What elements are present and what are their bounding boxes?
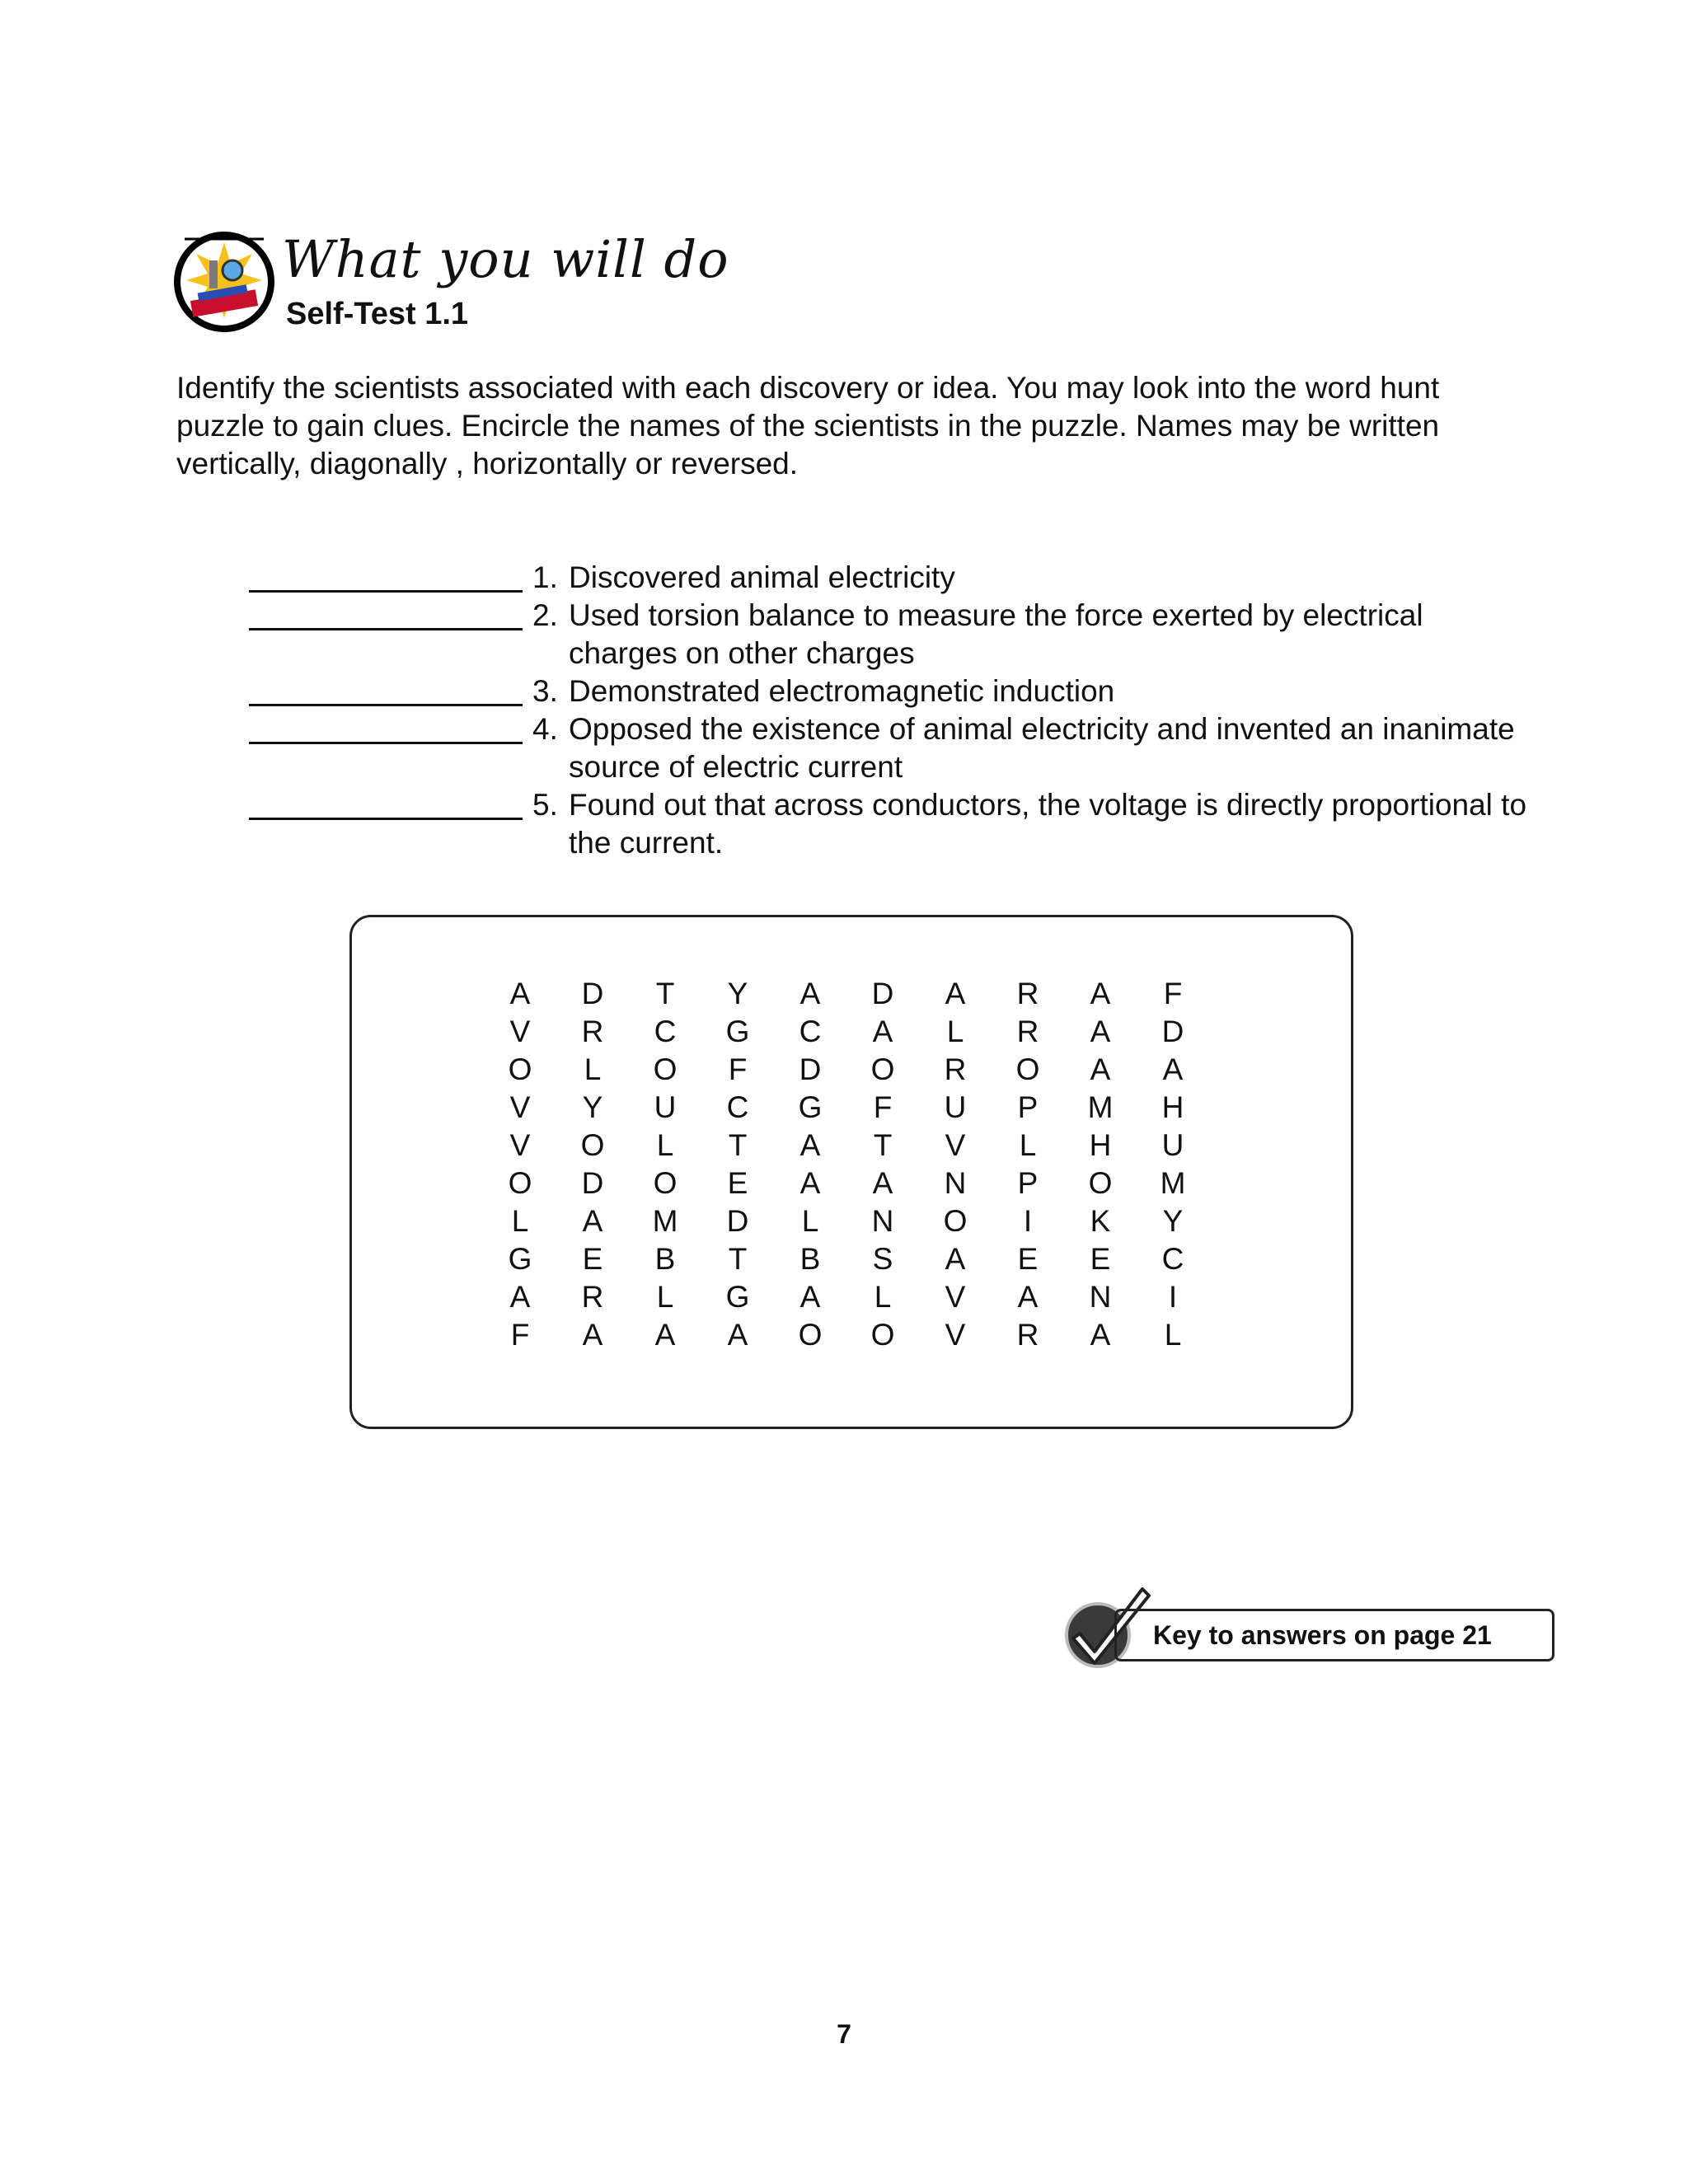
grid-letter[interactable]: Y: [1162, 1204, 1184, 1238]
grid-letter[interactable]: A: [582, 1204, 603, 1238]
grid-letter[interactable]: R: [581, 1015, 604, 1048]
grid-letter[interactable]: P: [1017, 1166, 1039, 1200]
grid-letter[interactable]: V: [945, 1280, 966, 1314]
grid-letter[interactable]: A: [582, 1318, 603, 1352]
letter-grid: [484, 975, 1209, 1354]
answer-key-note: [1114, 1609, 1554, 1661]
grid-row: [484, 1051, 1209, 1089]
grid-letter[interactable]: O: [870, 1052, 895, 1086]
grid-letter[interactable]: U: [1161, 1128, 1184, 1162]
grid-letter[interactable]: R: [944, 1052, 967, 1086]
grid-row: [484, 1278, 1209, 1316]
grid-letter[interactable]: L: [946, 1015, 964, 1048]
grid-letter[interactable]: A: [509, 977, 531, 1010]
grid-letter[interactable]: V: [945, 1128, 966, 1162]
question-item: [249, 559, 1535, 597]
question-text: Discovered animal electricity: [569, 560, 955, 594]
grid-letter[interactable]: F: [728, 1052, 748, 1086]
grid-letter[interactable]: U: [654, 1090, 677, 1124]
grid-letter[interactable]: E: [1017, 1242, 1039, 1276]
grid-letter[interactable]: S: [872, 1242, 893, 1276]
grid-letter[interactable]: D: [1161, 1015, 1184, 1048]
grid-letter[interactable]: N: [1089, 1280, 1112, 1314]
grid-letter[interactable]: A: [1090, 1318, 1111, 1352]
grid-letter[interactable]: G: [725, 1015, 750, 1048]
grid-row: [484, 1165, 1209, 1202]
grid-letter[interactable]: V: [509, 1090, 531, 1124]
grid-letter[interactable]: A: [872, 1166, 893, 1200]
grid-letter[interactable]: N: [871, 1204, 894, 1238]
grid-letter[interactable]: T: [873, 1128, 893, 1162]
question-text: Demonstrated electromagnetic induction: [569, 674, 1115, 708]
grid-letter[interactable]: A: [799, 1166, 821, 1200]
grid-letter[interactable]: L: [801, 1204, 819, 1238]
grid-letter[interactable]: L: [511, 1204, 529, 1238]
section-title: What you will do: [282, 229, 729, 289]
grid-letter[interactable]: E: [582, 1242, 603, 1276]
grid-letter[interactable]: D: [726, 1204, 749, 1238]
question-text: Used torsion balance to measure the force exerted by electrical charges on other charges: [569, 598, 1423, 670]
grid-letter[interactable]: I: [1168, 1280, 1178, 1314]
grid-letter[interactable]: O: [943, 1204, 968, 1238]
grid-letter[interactable]: G: [725, 1280, 750, 1314]
grid-letter[interactable]: A: [509, 1280, 531, 1314]
question-item: [249, 710, 1535, 786]
question-number: 5.: [532, 788, 558, 822]
grid-letter[interactable]: E: [1090, 1242, 1111, 1276]
grid-letter[interactable]: E: [727, 1166, 748, 1200]
grid-row: [484, 1202, 1209, 1240]
grid-letter[interactable]: L: [874, 1280, 892, 1314]
grid-letter[interactable]: T: [728, 1242, 748, 1276]
grid-letter[interactable]: C: [654, 1015, 677, 1048]
grid-row: [484, 1127, 1209, 1165]
question-item: [249, 673, 1535, 710]
answer-blank[interactable]: [249, 597, 523, 630]
grid-letter[interactable]: B: [654, 1242, 676, 1276]
grid-letter[interactable]: A: [1017, 1280, 1039, 1314]
grid-letter[interactable]: A: [799, 1128, 821, 1162]
question-text: Found out that across conductors, the voltage is directly proportional to the current.: [569, 788, 1527, 860]
grid-letter[interactable]: V: [945, 1318, 966, 1352]
grid-letter[interactable]: T: [728, 1128, 748, 1162]
question-number: 3.: [532, 674, 558, 708]
question-number: 4.: [532, 712, 558, 746]
grid-letter[interactable]: L: [584, 1052, 602, 1086]
answer-blank[interactable]: [249, 559, 523, 593]
question-list: [249, 559, 1535, 862]
grid-row: [484, 1013, 1209, 1051]
grid-letter[interactable]: G: [508, 1242, 532, 1276]
grid-letter[interactable]: O: [798, 1318, 823, 1352]
grid-letter[interactable]: V: [509, 1015, 531, 1048]
grid-letter[interactable]: V: [509, 1128, 531, 1162]
grid-letter[interactable]: Y: [582, 1090, 603, 1124]
grid-letter[interactable]: D: [581, 1166, 604, 1200]
question-item: [249, 597, 1535, 673]
grid-letter[interactable]: H: [1089, 1128, 1112, 1162]
grid-letter[interactable]: C: [1161, 1242, 1184, 1276]
grid-letter[interactable]: A: [872, 1015, 893, 1048]
grid-letter[interactable]: U: [944, 1090, 967, 1124]
grid-letter[interactable]: D: [871, 977, 894, 1010]
grid-letter[interactable]: K: [1090, 1204, 1111, 1238]
page-number: 7: [837, 2019, 851, 2049]
grid-letter[interactable]: O: [1088, 1166, 1113, 1200]
grid-letter[interactable]: O: [870, 1318, 895, 1352]
word-hunt-puzzle: [349, 915, 1353, 1429]
question-text: Opposed the existence of animal electricity and invented an inanimate source of electric current: [569, 712, 1515, 784]
grid-letter[interactable]: M: [1087, 1090, 1114, 1124]
grid-letter[interactable]: H: [1161, 1090, 1184, 1124]
answer-blank[interactable]: [249, 673, 523, 706]
grid-letter[interactable]: C: [799, 1015, 822, 1048]
grid-letter[interactable]: M: [1160, 1166, 1186, 1200]
grid-letter[interactable]: A: [1090, 977, 1111, 1010]
grid-letter[interactable]: A: [945, 977, 966, 1010]
grid-letter[interactable]: P: [1017, 1090, 1039, 1124]
grid-row: [484, 1316, 1209, 1354]
grid-letter[interactable]: D: [581, 977, 604, 1010]
grid-letter[interactable]: O: [508, 1052, 532, 1086]
grid-letter[interactable]: G: [798, 1090, 823, 1124]
grid-letter[interactable]: I: [1023, 1204, 1033, 1238]
grid-letter[interactable]: A: [1090, 1015, 1111, 1048]
grid-letter[interactable]: A: [799, 977, 821, 1010]
grid-letter[interactable]: O: [508, 1166, 532, 1200]
grid-row: [484, 1240, 1209, 1278]
grid-letter[interactable]: A: [799, 1280, 821, 1314]
answer-blank[interactable]: [249, 786, 523, 820]
grid-letter[interactable]: F: [510, 1318, 530, 1352]
self-test-label: Self-Test 1.1: [286, 297, 469, 331]
grid-letter[interactable]: F: [1163, 977, 1183, 1010]
answer-key-label: Key to answers on page 21: [1153, 1619, 1492, 1650]
question-item: [249, 786, 1535, 862]
grid-letter[interactable]: L: [1164, 1318, 1182, 1352]
grid-letter[interactable]: T: [655, 977, 675, 1010]
question-number: 2.: [532, 598, 558, 632]
grid-letter[interactable]: F: [873, 1090, 893, 1124]
grid-letter[interactable]: Y: [727, 977, 748, 1010]
grid-letter[interactable]: O: [653, 1166, 678, 1200]
grid-letter[interactable]: A: [1162, 1052, 1184, 1086]
grid-letter[interactable]: A: [654, 1318, 676, 1352]
grid-letter[interactable]: N: [944, 1166, 967, 1200]
grid-letter[interactable]: O: [580, 1128, 605, 1162]
grid-row: [484, 975, 1209, 1013]
science-lab-icon: [173, 231, 275, 333]
grid-letter[interactable]: R: [581, 1280, 604, 1314]
grid-letter[interactable]: L: [1019, 1128, 1037, 1162]
grid-letter[interactable]: A: [727, 1318, 748, 1352]
grid-letter[interactable]: O: [1015, 1052, 1040, 1086]
grid-letter[interactable]: A: [1090, 1052, 1111, 1086]
grid-letter[interactable]: B: [799, 1242, 821, 1276]
grid-letter[interactable]: C: [726, 1090, 749, 1124]
grid-letter[interactable]: R: [1016, 977, 1039, 1010]
grid-letter[interactable]: L: [656, 1280, 674, 1314]
grid-letter[interactable]: L: [656, 1128, 674, 1162]
grid-letter[interactable]: O: [653, 1052, 678, 1086]
question-number: 1.: [532, 560, 558, 594]
grid-row: [484, 1089, 1209, 1127]
grid-letter[interactable]: M: [652, 1204, 678, 1238]
grid-letter[interactable]: D: [799, 1052, 822, 1086]
answer-blank[interactable]: [249, 710, 523, 744]
grid-letter[interactable]: R: [1016, 1318, 1039, 1352]
grid-letter[interactable]: R: [1016, 1015, 1039, 1048]
grid-letter[interactable]: A: [945, 1242, 966, 1276]
instructions-text: Identify the scientists associated with each discovery or idea. You may look into the word hunt puzzle to gain clues. Encircle the names of the scientists in the puzzle. Names may be written vertically, diagonally , horizontally or reversed.: [176, 371, 1440, 480]
